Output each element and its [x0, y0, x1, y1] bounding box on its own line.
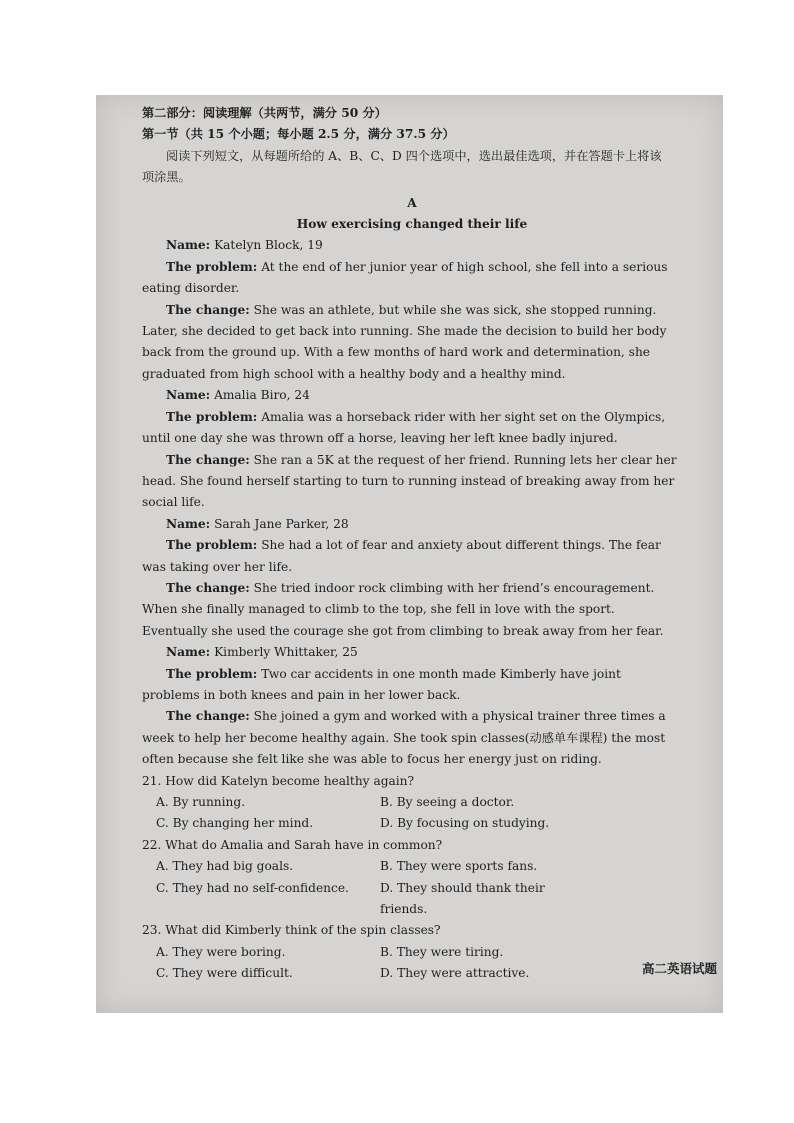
person-name: Amalia Biro, 24 — [214, 388, 310, 403]
change-text: She was an athlete, but while she was sick, she stopped running. Later, she decided to get back into running. She made the decision to build her body back from the ground up. With a few months of hard work and determination, she graduated from high school with a healthy body and a healthy mind. — [142, 302, 667, 381]
person-name-row — [142, 642, 682, 663]
change-paragraph — [142, 450, 682, 514]
option-c[interactable]: C. By changing her mind. — [156, 816, 314, 831]
passage-title: How exercising changed their life — [296, 217, 528, 232]
problem-label: The problem: — [166, 538, 258, 553]
option-d[interactable]: D. They were attractive. — [380, 966, 530, 981]
problem-paragraph — [142, 535, 682, 578]
option-row — [142, 963, 682, 984]
option-b[interactable]: B. By seeing a doctor. — [380, 795, 515, 809]
change-text: She tried indoor rock climbing with her friend’s encouragement. When she finally managed to climb to the top, she fell in love with the sport. Eventually she used the courage she got from climbing to break away from her fear. — [142, 580, 664, 638]
change-text: She joined a gym and worked with a physical trainer three times a week to help her become healthy again. She took spin classes(动感单车课程) the most often because she felt like she was able to focus her energy just on riding. — [142, 709, 666, 767]
name-label: Name: — [166, 645, 211, 660]
problem-label: The problem: — [166, 259, 258, 274]
question-stem: 23. What did Kimberly think of the spin classes? — [142, 923, 441, 938]
change-paragraph — [142, 578, 682, 642]
page-footer: 高二英语试题 — [641, 961, 717, 976]
person-name-row — [142, 514, 682, 535]
option-d[interactable]: D. They should thank their friends. — [380, 880, 545, 917]
option-row — [142, 942, 682, 963]
question-stem: 22. What do Amalia and Sarah have in common? — [142, 837, 443, 852]
problem-text: At the end of her junior year of high school, she fell into a serious eating disorder. — [142, 259, 668, 296]
problem-paragraph — [142, 257, 682, 300]
instruction-line-2: 项涂黑。 — [142, 170, 191, 185]
problem-label: The problem: — [166, 666, 258, 681]
change-label: The change: — [166, 709, 250, 724]
person-name: Sarah Jane Parker, 28 — [214, 516, 349, 531]
person-name: Katelyn Block, 19 — [214, 238, 323, 253]
name-label: Name: — [166, 388, 211, 403]
question-stem: 21. How did Katelyn become healthy again? — [142, 773, 415, 788]
problem-text: Two car accidents in one month made Kimberly have joint problems in both knees and pain in her lower back. — [142, 666, 621, 702]
problem-text: She had a lot of fear and anxiety about different things. The fear was taking over her life. — [142, 538, 661, 574]
option-a[interactable]: A. They were boring. — [156, 944, 286, 959]
name-label: Name: — [166, 238, 211, 253]
option-c[interactable]: C. They had no self-confidence. — [156, 880, 349, 895]
instruction-line-1: 阅读下列短文，从每题所给的 A、B、C、D 四个选项中，选出最佳选项，并在答题卡上将该 — [166, 148, 662, 163]
exam-page — [96, 95, 723, 1013]
section-heading: 第一节（共 15 个小题；每小题 2.5 分，满分 37.5 分） — [142, 127, 455, 142]
option-row — [142, 813, 682, 834]
option-a[interactable]: A. By running. — [156, 795, 246, 809]
option-a[interactable]: A. They had big goals. — [156, 859, 294, 874]
change-paragraph — [142, 706, 682, 770]
problem-label: The problem: — [166, 409, 258, 424]
problem-paragraph — [142, 664, 682, 707]
option-row — [142, 878, 682, 921]
change-text: She ran a 5K at the request of her friend. Running lets her clear her head. She found herself starting to turn to running instead of breaking away from her social life. — [142, 452, 677, 510]
option-c[interactable]: C. They were difficult. — [156, 966, 293, 981]
option-d[interactable]: D. By focusing on studying. — [380, 816, 550, 831]
person-name: Kimberly Whittaker, 25 — [214, 645, 358, 660]
change-label: The change: — [166, 452, 250, 467]
change-paragraph — [142, 300, 682, 386]
person-name-row — [142, 385, 682, 406]
option-b[interactable]: B. They were sports fans. — [380, 859, 538, 874]
person-name-row — [142, 235, 682, 256]
change-label: The change: — [166, 580, 250, 595]
passage-letter: A — [407, 195, 417, 210]
option-row — [142, 792, 682, 813]
name-label: Name: — [166, 516, 211, 531]
problem-text: Amalia was a horseback rider with her sight set on the Olympics, until one day she was thrown off a horse, leaving her left knee badly injured. — [142, 409, 666, 446]
change-label: The change: — [166, 302, 250, 317]
option-row — [142, 856, 682, 877]
page-content — [142, 103, 682, 985]
problem-paragraph — [142, 407, 682, 450]
option-b[interactable]: B. They were tiring. — [380, 944, 504, 959]
part-heading: 第二部分：阅读理解（共两节，满分 50 分） — [142, 106, 387, 120]
